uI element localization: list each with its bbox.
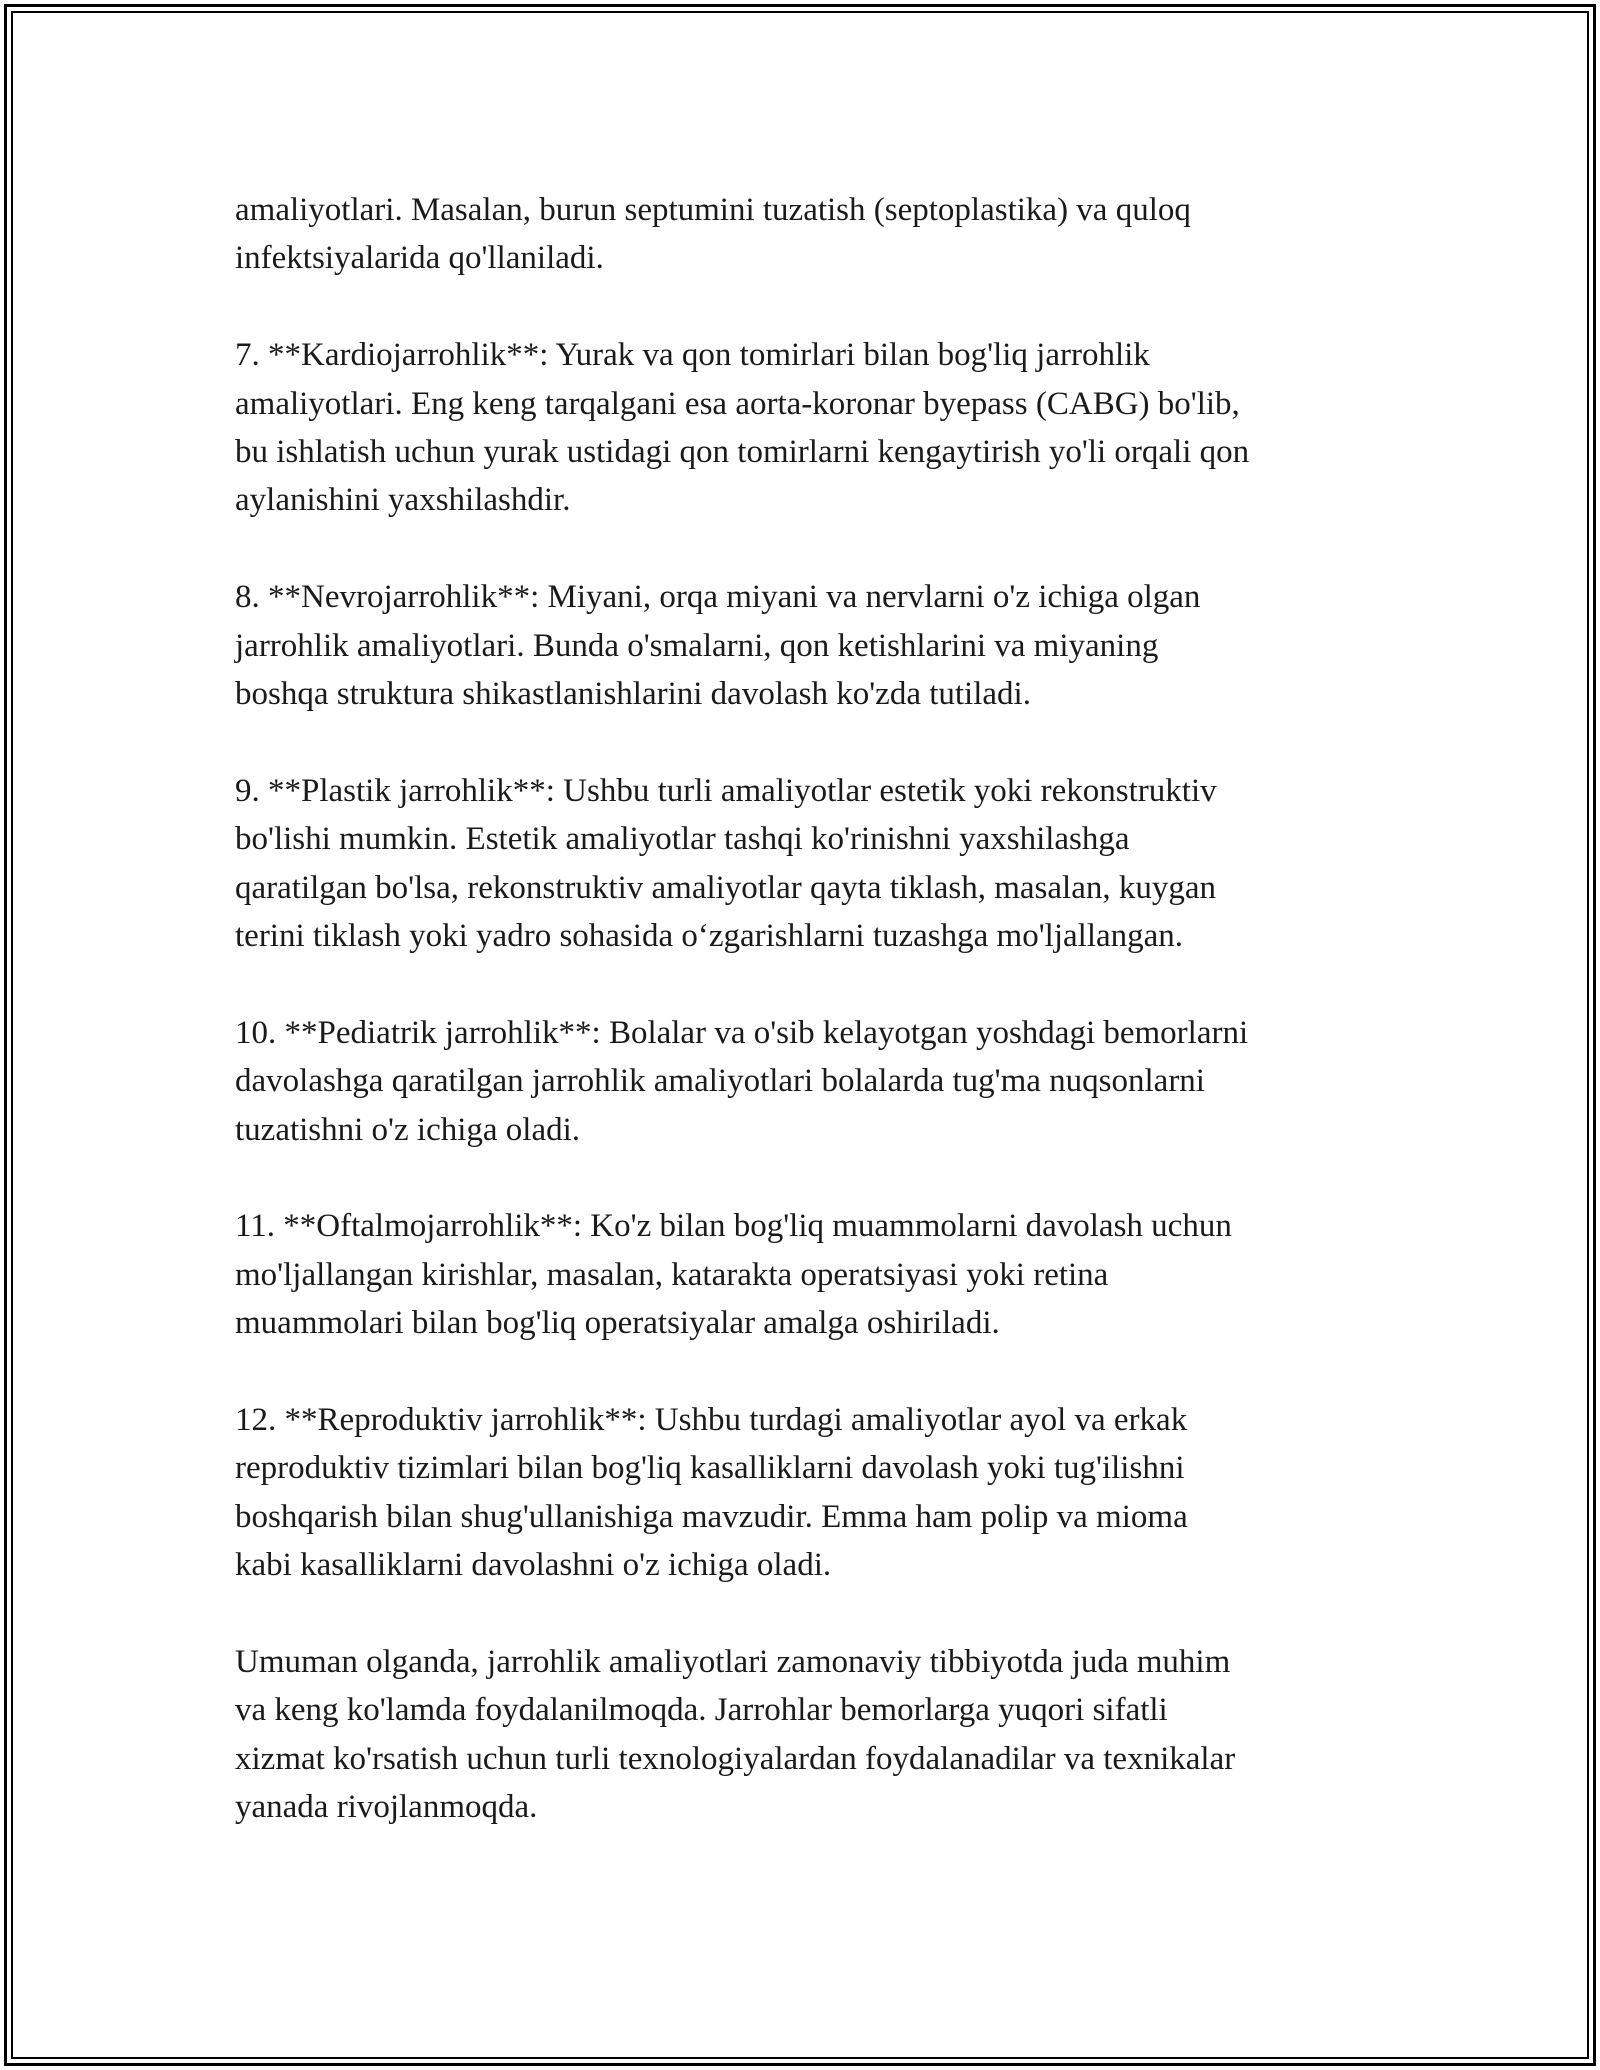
text-line: 11. **Oftalmojarrohlik**: Ko'z bilan bog'liq muammolarni davolash uchun: [235, 1208, 1232, 1245]
text-line: mo'ljallangan kirishlar, masalan, katarakta operatsiyasi yoki retina: [235, 1256, 1109, 1293]
text-line: 7. **Kardiojarrohlik**: Yurak va qon tomirlari bilan bog'liq jarrohlik: [235, 337, 1150, 374]
text-line: boshqa struktura shikastlanishlarini davolash ko'zda tutiladi.: [235, 676, 1031, 713]
text-line: 8. **Nevrojarrohlik**: Miyani, orqa miyani va nervlarni o'z ichiga olgan: [235, 579, 1201, 616]
paragraph-item-7: [235, 331, 1375, 525]
paragraph-item-12: [235, 1396, 1375, 1590]
text-line: reproduktiv tizimlari bilan bog'liq kasalliklarni davolash yoki tug'ilishni: [235, 1450, 1185, 1487]
text-line: kabi kasalliklarni davolashni o'z ichiga oladi.: [235, 1547, 832, 1584]
paragraph-item-11: [235, 1202, 1375, 1347]
text-line: jarrohlik amaliyotlari. Bunda o'smalarni, qon ketishlarini va miyaning: [235, 627, 1159, 664]
text-line: bo'lishi mumkin. Estetik amaliyotlar tashqi ko'rinishni yaxshilashga: [235, 821, 1130, 858]
text-line: amaliyotlari. Masalan, burun septumini tuzatish (septoplastika) va quloq: [235, 192, 1191, 228]
paragraph-item-9: [235, 767, 1375, 961]
text-line: tuzatishni o'z ichiga oladi.: [235, 1111, 581, 1148]
paragraph-item-10: [235, 1009, 1375, 1154]
text-line: terini tiklash yoki yadro sohasida o‘zgarishlarni tuzashga mo'ljallangan.: [235, 918, 1184, 955]
paragraph-item-8: [235, 573, 1375, 718]
text-line: aylanishini yaxshilashdir.: [235, 482, 571, 519]
text-line: yanada rivojlanmoqda.: [235, 1789, 538, 1826]
text-line: bu ishlatish uchun yurak ustidagi qon tomirlarni kengaytirish yo'li orqali qon: [235, 434, 1250, 471]
text-line: 10. **Pediatrik jarrohlik**: Bolalar va o'sib kelayotgan yoshdagi bemorlarni: [235, 1014, 1249, 1051]
text-line: Umuman olganda, jarrohlik amaliyotlari zamonaviy tibbiyotda juda muhim: [235, 1644, 1231, 1681]
text-line: 12. **Reproduktiv jarrohlik**: Ushbu turdagi amaliyotlar ayol va erkak: [235, 1402, 1188, 1439]
text-line: va keng ko'lamda foydalanilmoqda. Jarrohlar bemorlarga yuqori sifatli: [235, 1692, 1168, 1729]
text-line: 9. **Plastik jarrohlik**: Ushbu turli amaliyotlar estetik yoki rekonstruktiv: [235, 772, 1217, 809]
text-line: boshqarish bilan shug'ullanishiga mavzudir. Emma ham polip va mioma: [235, 1498, 1188, 1535]
text-line: amaliyotlari. Eng keng tarqalgani esa aorta-koronar byepass (CABG) bo'lib,: [235, 385, 1240, 422]
text-line: davolashga qaratilgan jarrohlik amaliyotlari bolalarda tug'ma nuqsonlarni: [235, 1063, 1205, 1100]
text-line: xizmat ko'rsatish uchun turli texnologiyalardan foydalanadilar va texnikalar: [235, 1740, 1236, 1777]
text-line: infektsiyalarida qo'llaniladi.: [235, 240, 604, 277]
text-line: muammolari bilan bog'liq operatsiyalar amalga oshiriladi.: [235, 1305, 1000, 1342]
paragraph-conclusion: [235, 1638, 1375, 1832]
paragraph-continuation: [235, 186, 1375, 283]
document-body: [235, 186, 1375, 1880]
text-line: qaratilgan bo'lsa, rekonstruktiv amaliyotlar qayta tiklash, masalan, kuygan: [235, 869, 1217, 906]
